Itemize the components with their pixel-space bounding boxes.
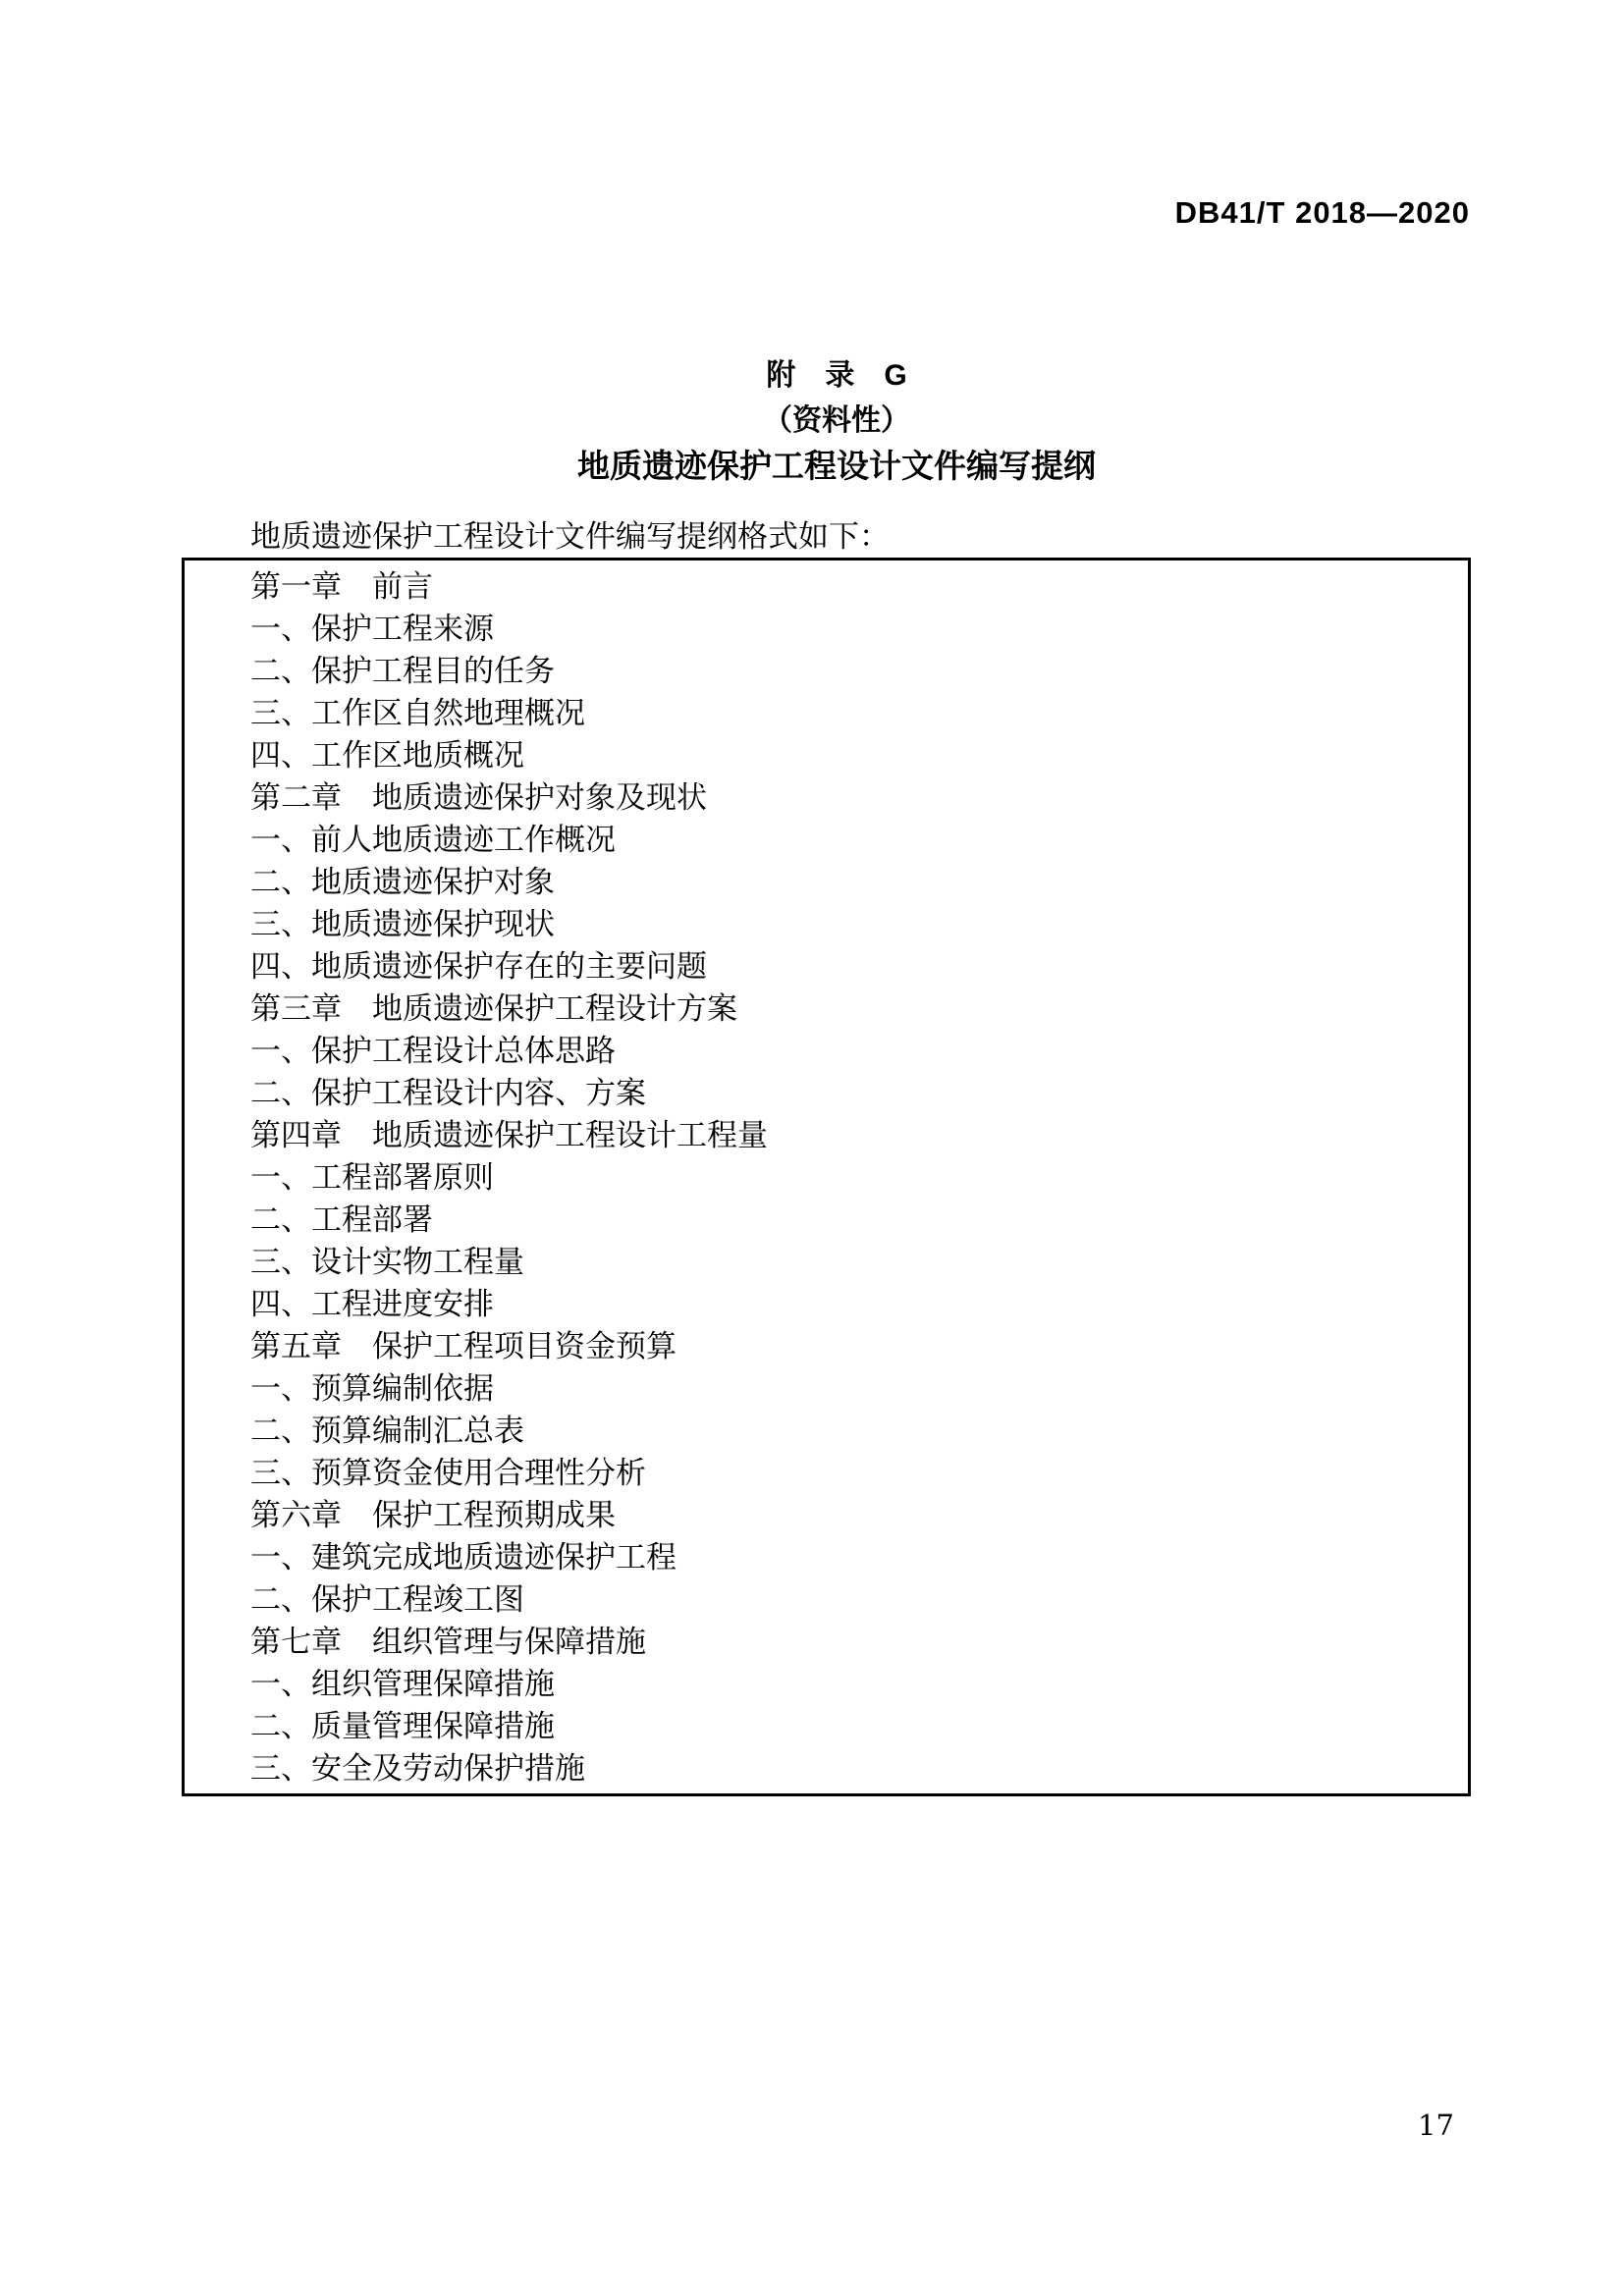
outline-item-line: 二、质量管理保障措施 <box>250 1709 555 1744</box>
outline-item-line: 三、地质遗迹保护现状 <box>250 907 555 942</box>
outline-item-line: 二、地质遗迹保护对象 <box>250 865 555 900</box>
outline-chapter-line: 第三章 地质遗迹保护工程设计方案 <box>250 991 737 1027</box>
appendix-heading <box>207 353 1466 490</box>
page-number: 17 <box>1418 2109 1454 2142</box>
outline-item-line: 二、保护工程竣工图 <box>250 1582 524 1618</box>
outline-chapter-line: 第五章 保护工程项目资金预算 <box>250 1329 677 1364</box>
outline-item-line: 一、预算编制依据 <box>250 1371 494 1407</box>
appendix-type-label: （资料性） <box>763 404 910 437</box>
outline-chapter-line: 第二章 地质遗迹保护对象及现状 <box>250 780 707 816</box>
outline-item-line: 四、工程进度安排 <box>250 1287 494 1322</box>
outline-item-line: 一、工程部署原则 <box>250 1160 494 1196</box>
outline-item-line: 三、安全及劳动保护措施 <box>250 1751 585 1787</box>
outline-chapter-line: 第一章 前言 <box>250 569 433 605</box>
outline-item-line: 二、工程部署 <box>250 1202 433 1238</box>
outline-chapter-line: 第六章 保护工程预期成果 <box>250 1498 616 1533</box>
appendix-title: 附 录 G <box>766 359 907 392</box>
outline-item-line: 一、前人地质遗迹工作概况 <box>250 823 616 858</box>
outline-item-line: 一、组织管理保障措施 <box>250 1667 555 1702</box>
intro-text: 地质遗迹保护工程设计文件编写提纲格式如下： <box>250 519 890 555</box>
outline-item-line: 三、工作区自然地理概况 <box>250 696 585 731</box>
outline-item-line: 三、设计实物工程量 <box>250 1245 524 1280</box>
standard-code: DB41/T 2018—2020 <box>1174 195 1470 230</box>
outline-item-line: 一、保护工程设计总体思路 <box>250 1034 616 1069</box>
outline-item-line: 三、预算资金使用合理性分析 <box>250 1456 646 1491</box>
outline-item-line: 一、保护工程来源 <box>250 612 494 647</box>
outline-box <box>182 558 1471 1796</box>
appendix-subject-title: 地质遗迹保护工程设计文件编写提纲 <box>577 448 1096 484</box>
outline-item-line: 四、工作区地质概况 <box>250 738 524 774</box>
outline-item-line: 二、预算编制汇总表 <box>250 1414 524 1449</box>
outline-item-line: 二、保护工程设计内容、方案 <box>250 1076 646 1111</box>
outline-chapter-line: 第四章 地质遗迹保护工程设计工程量 <box>250 1118 768 1153</box>
outline-item-line: 一、建筑完成地质遗迹保护工程 <box>250 1540 677 1575</box>
outline-item-line: 四、地质遗迹保护存在的主要问题 <box>250 949 707 985</box>
outline-chapter-line: 第七章 组织管理与保障措施 <box>250 1625 646 1660</box>
outline-item-line: 二、保护工程目的任务 <box>250 654 555 689</box>
